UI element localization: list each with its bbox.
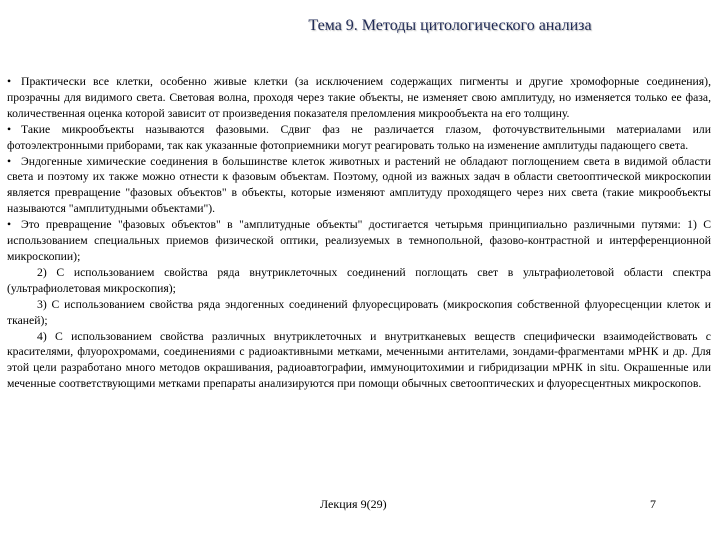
slide-body: [7, 74, 711, 392]
slide-title: Тема 9. Методы цитологического анализа: [308, 17, 592, 34]
bullet-marker: •: [7, 218, 12, 232]
page-number: 7: [650, 497, 656, 511]
paragraph-2: • Такие микрообъекты называются фазовыми. Сдвиг фаз не различается глазом, фоточувствительными материалами или фотоэлектронными приборами, так как указанные фотоприемники могут реагировать только на изменение амплитуды падающего света.: [7, 122, 711, 152]
paragraph-6: 3) С использованием свойства ряда эндогенных соединений флуоресцировать (микроскопия собственной флуоресценции клеток и тканей);: [7, 297, 711, 327]
paragraph-4: • Это превращение "фазовых объектов" в "амплитудные объекты" достигается четырьмя принципиально различными путями: 1) С использованием специальных приемов физической оптики, реализуемых в темнопольной, фазово-контрастной и интерференционной микроскопии);: [7, 218, 711, 263]
paragraph-7: 4) С использованием свойства различных внутриклеточных и внутритканевых веществ специфически взаимодействовать с красителями, флуорохромами, соединениями с радиоактивными метками, меченными антителами, зондами-фрагментами мРНК и др. Для этой цели разработано много методов окрашивания, радиоавтографии, иммуноцитохимии и гибридизации мРНК in situ. Окрашенные или меченные соответствующими метками препараты анализируются при помощи обычных светооптических и флуоресцентных микроскопов.: [7, 329, 711, 391]
bullet-marker: •: [7, 154, 12, 168]
paragraph-3: • Эндогенные химические соединения в большинстве клеток животных и растений не обладают поглощением света в видимой области света и поэтому их также можно отнести к фазовым объектам. Поэтому, одной из важных задач в области светооптической микроскопии является превращение "фазовых объектов" в объекты, которые изменяют амплитуду проходящего через них света (такие микрообъекты называются "амплитудными объектами").: [7, 154, 711, 216]
bullet-marker: •: [7, 75, 12, 88]
bullet-marker: •: [7, 122, 12, 136]
paragraph-5: 2) С использованием свойства ряда внутриклеточных соединений поглощать свет в ультрафиолетовой области спектра (ультрафиолетовая микроскопия);: [7, 265, 711, 295]
footer-lecture: Лекция 9(29): [320, 497, 387, 511]
paragraph-1: • Практически все клетки, особенно живые клетки (за исключением содержащих пигменты и другие хромофорные соединения), прозрачны для видимого света. Световая волна, проходя через такие объекты, не изменяет свою амплитуду, но изменяется только ее фаза, количественная оценка которой зависит от произведения показателя преломления микрообъекта на его толщину.: [7, 75, 711, 120]
